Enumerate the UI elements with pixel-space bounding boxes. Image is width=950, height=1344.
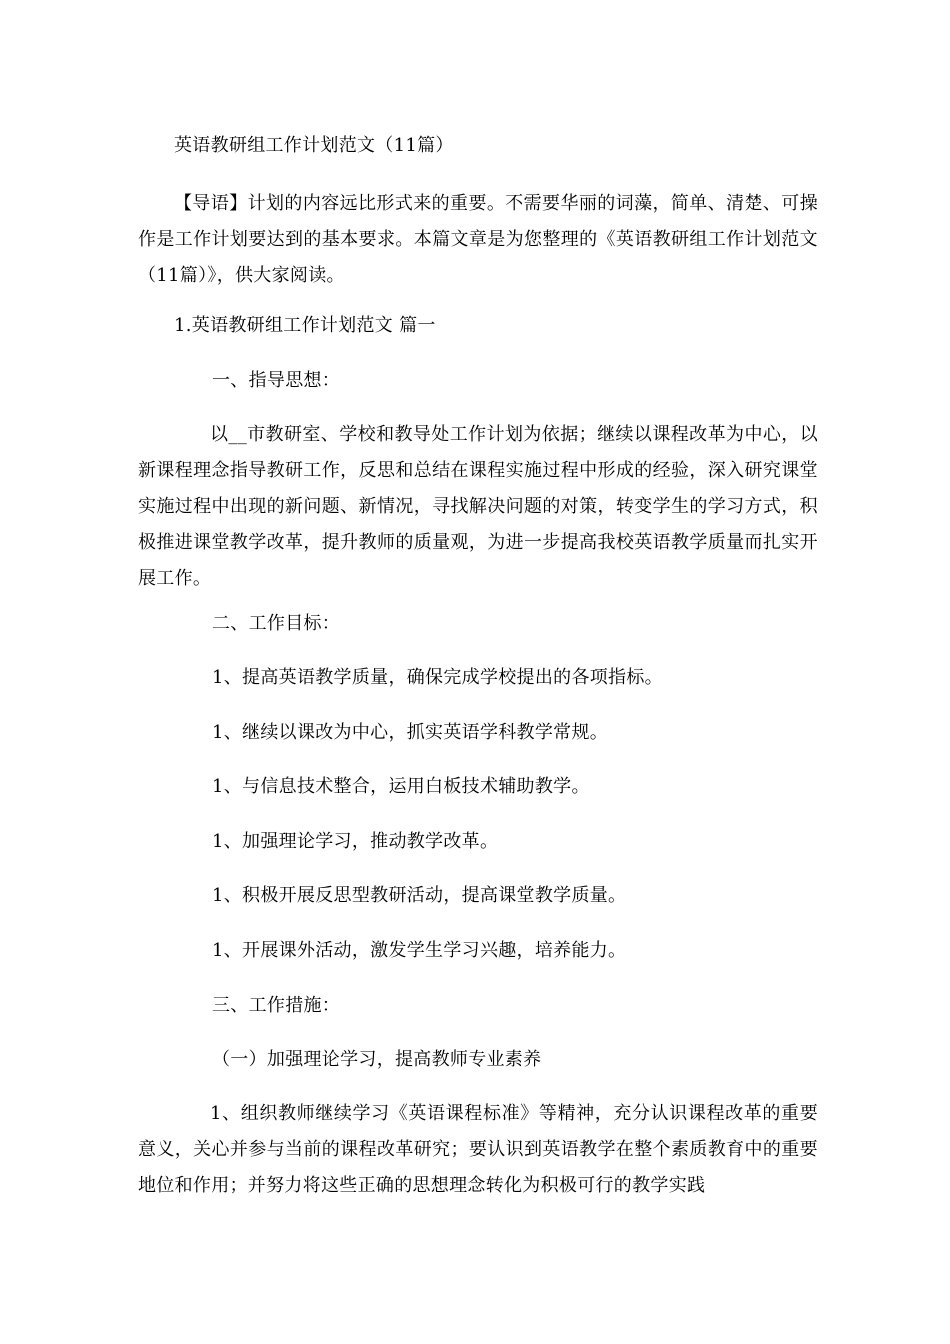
goal-item: 1、开展课外活动，激发学生学习兴趣，培养能力。 (212, 940, 627, 961)
part2-heading: 二、工作目标： (212, 613, 341, 634)
goal-item: 1、继续以课改为中心，抓实英语学科教学常规。 (212, 722, 609, 743)
part3-subheading: （一）加强理论学习，提高教师专业素养 (212, 1049, 542, 1070)
section-heading: 1.英语教研组工作计划范文 篇一 (174, 315, 436, 336)
document-title: 英语教研组工作计划范文（11篇） (174, 135, 454, 156)
goal-item: 1、提高英语教学质量，确保完成学校提出的各项指标。 (212, 667, 663, 688)
part3-heading: 三、工作措施： (212, 995, 341, 1016)
intro-paragraph: 【导语】计划的内容远比形式来的重要。不需要华丽的词藻，简单、清楚、可操作是工作计划要达到的基本要求。本篇文章是为您整理的《英语教研组工作计划范文（11篇）》，供大家阅读。 (138, 193, 818, 286)
goal-item: 1、与信息技术整合，运用白板技术辅助教学。 (212, 776, 590, 797)
part1-heading: 一、指导思想： (212, 370, 341, 391)
goal-item: 1、加强理论学习，推动教学改革。 (212, 831, 499, 852)
part1-body: 以__市教研室、学校和教导处工作计划为依据；继续以课程改革为中心，以新课程理念指导教研工作，反思和总结在课程实施过程中形成的经验，深入研究课堂实施过程中出现的新问题、新情况，寻找解决问题的对策，转变学生的学习方式，积极推进课堂教学改革，提升教师的质量观，为进一步提高我校英语教学质量而扎实开展工作。 (138, 424, 818, 589)
part3-body: 1、组织教师继续学习《英语课程标准》等精神，充分认识课程改革的重要意义，关心并参与当前的课程改革研究；要认识到英语教学在整个素质教育中的重要地位和作用；并努力将这些正确的思想理念转化为积极可行的教学实践 (138, 1103, 818, 1196)
goal-item: 1、积极开展反思型教研活动，提高课堂教学质量。 (212, 885, 627, 906)
